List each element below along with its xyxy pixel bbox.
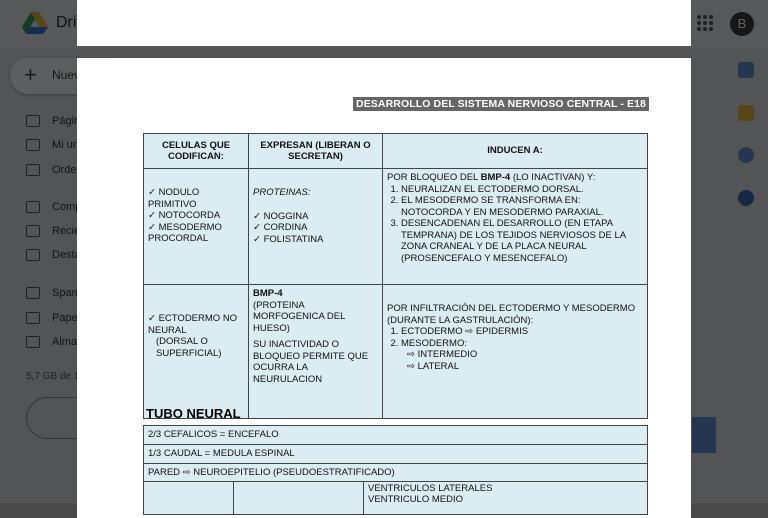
table-cell: [249, 169, 383, 285]
table-cell: [144, 169, 249, 285]
table-cell: [144, 482, 234, 515]
table-row: 2/3 CEFALICOS = ENCEFALO: [144, 426, 648, 445]
list-item: ✓ NOTOCORDA: [148, 210, 221, 221]
list-item: ✓ CORDINA: [253, 222, 308, 233]
list-item: 3. DESENCADENAN EL DESARROLLO (EN ETAPA TEMPRANA) DE LOS TEJIDOS NERVIOSOS DE LA ZONA CRANEAL Y DE LA PLACA NEURAL (PROSENCEFALO Y MESENCEFALO): [401, 218, 643, 264]
document-header: DESARROLLO DEL SISTEMA NERVIOSO CENTRAL - E18: [353, 97, 649, 111]
list-item: ✓ FOLISTATINA: [253, 233, 324, 245]
proteins-label: PROTEINAS:: [253, 187, 311, 198]
list-item: [401, 338, 643, 373]
table-header: EXPRESAN (LIBERAN O SECRETAN): [249, 134, 383, 169]
table-header: CELULAS QUE CODIFICAN:: [144, 134, 249, 169]
previous-page: [77, 0, 691, 46]
ventricles-table: [143, 481, 648, 515]
table-cell: [144, 285, 249, 419]
list-item: ✓ NOGGINA: [253, 210, 309, 222]
cell-text: VENTRICULO MEDIO: [368, 494, 464, 505]
neural-tube-table: [143, 425, 648, 483]
cell-text: BMP-4: [253, 288, 283, 299]
table-cell: [234, 482, 364, 515]
list-item: 1. ECTODERMO ⇨ EPIDERMIS: [401, 326, 643, 338]
list-item: 1. NEURALIZAN EL ECTODERMO DORSAL.: [401, 184, 643, 196]
table-row: PARED ⇨ NEUROEPITELIO (PSEUDOESTRATIFICADO): [144, 464, 648, 483]
table-cell: [249, 285, 383, 419]
cell-text: POR INFILTRACIÓN DEL ECTODERMO Y MESODERMO (DURANTE LA GASTRULACIÓN):: [387, 303, 636, 326]
cell-text: VENTRICULOS LATERALES: [368, 483, 493, 494]
induction-table: [143, 133, 648, 419]
cell-text: (DORSAL O SUPERFICIAL): [156, 336, 222, 359]
table-cell: [364, 482, 648, 515]
induction-intro: [387, 172, 643, 184]
list-item: 2. EL MESODERMO SE TRANSFORMA EN: NOTOCORDA Y EN MESODERMO PARAXIAL.: [401, 195, 643, 218]
text: (LO INACTIVAN) Y:: [510, 172, 596, 183]
document-page: [77, 58, 691, 518]
cell-text: ✓ ECTODERMO NO NEURAL: [148, 313, 238, 336]
cell-text: SU INACTIVIDAD O BLOQUEO PERMITE QUE OCURRA LA NEURULACION: [253, 339, 369, 385]
list-item: ✓ NODULO PRIMITIVO: [148, 187, 200, 210]
cell-text: (PROTEINA MORFOGENICA DEL HUESO): [253, 299, 346, 334]
text: POR BLOQUEO DEL: [387, 172, 481, 183]
text: ⇨ INTERMEDIO: [407, 349, 478, 360]
text: BMP-4: [480, 172, 511, 183]
section-title: TUBO NEURAL: [146, 406, 241, 421]
table-row: 1/3 CAUDAL = MEDULA ESPINAL: [144, 445, 648, 464]
table-cell: [383, 285, 648, 419]
table-cell: [383, 169, 648, 285]
text: ⇨ LATERAL: [407, 360, 460, 372]
text: MESODERMO:: [401, 337, 467, 349]
table-header: INDUCEN A:: [383, 134, 648, 169]
list-item: ✓ MESODERMO PROCORDAL: [148, 221, 222, 244]
